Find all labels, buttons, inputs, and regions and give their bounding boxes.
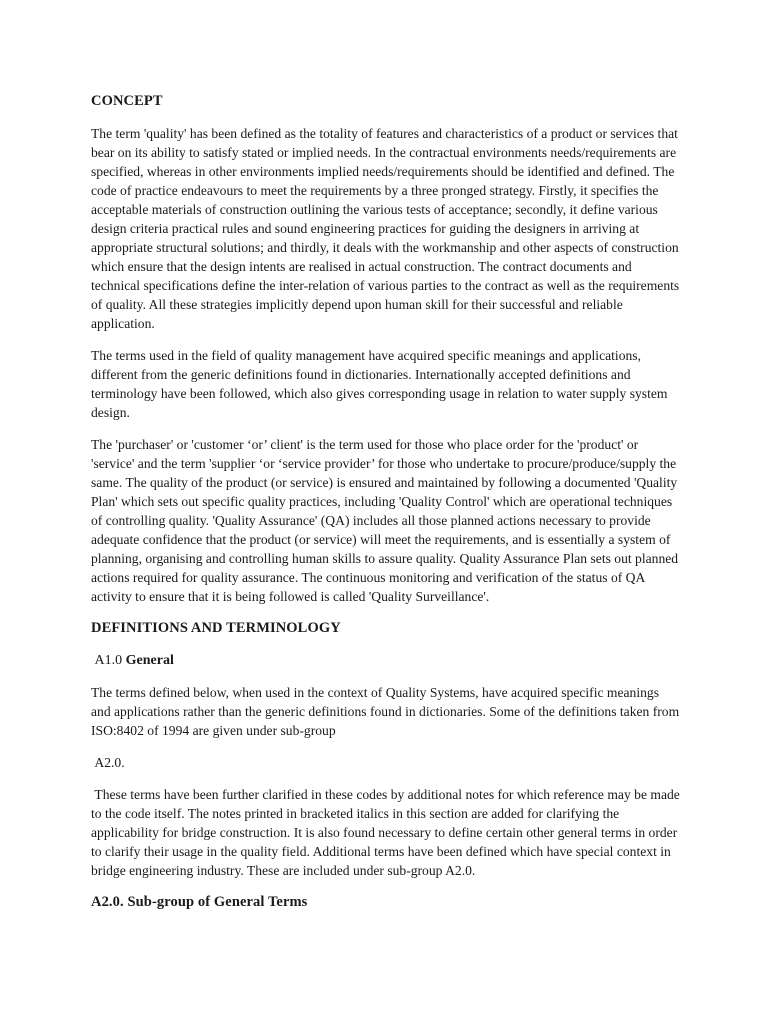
subgroup-reference	[91, 753, 681, 772]
concept-paragraph-2: The terms used in the field of quality management have acquired specific meanings and applications, different from the generic definitions found in dictionaries. Internationally accepted definitions and terminology have been followed, which also gives corresponding usage in relation to water supply system design.	[91, 348, 668, 420]
definitions-heading: DEFINITIONS AND TERMINOLOGY	[91, 620, 341, 636]
subgroup-reference-text: A2.0.	[94, 755, 125, 770]
definitions-paragraph-2	[91, 785, 681, 880]
definitions-paragraph-1: The terms defined below, when used in the context of Quality Systems, have acquired specific meanings and applications rather than the generic definitions found in dictionaries. Some of the definitions taken from ISO:8402 of 1994 are given under sub-group	[91, 685, 680, 738]
concept-paragraph-3: The 'purchaser' or 'customer ‘or’ client' is the term used for those who place order for the 'product' or 'service' and the term 'supplier ‘or ‘service provider’ for those who undertake to procure/produce/supply the same. The quality of the product (or service) is ensured and maintained by following a documented 'Quality Plan' which sets out specific quality practices, including 'Quality Control' which are operational techniques of controlling quality. 'Quality Assurance' (QA) includes all those planned actions necessary to provide adequate confidence that the product (or service) will meet the requirements, and is essentially a system of planning, organising and controlling human skills to assure quality. Quality Assurance Plan sets out planned actions required for quality assurance. The continuous monitoring and verification of the status of QA activity to ensure that it is being followed is called 'Quality Surveillance'.	[91, 437, 679, 604]
concept-heading: CONCEPT	[91, 93, 163, 109]
general-number: A1.0	[94, 653, 123, 668]
definitions-paragraph-2-text: These terms have been further clarified in these codes by additional notes for which reference may be made to the code itself. The notes printed in bracketed italics in this section are added for clarifying the applicability for bridge construction. It is also found necessary to define certain other general terms in order to clarify their usage in the quality field. Additional terms have been defined which have special context in bridge engineering industry. These are included under sub-group A2.0.	[91, 787, 680, 878]
general-title: General	[125, 653, 174, 668]
concept-paragraph-1: The term 'quality' has been defined as the totality of features and characteristics of a product or services that bear on its ability to satisfy stated or implied needs. In the contractual environments needs/requirements are specified, whereas in other environments implied needs/requirements should be identified and defined. The code of practice endeavours to meet the requirements by a three pronged strategy. Firstly, it specifies the acceptable materials of construction outlining the various tests of acceptance; secondly, it define various design criteria practical rules and sound engineering practices for guiding the designers in arriving at appropriate structural solutions; and thirdly, it deals with the workmanship and other aspects of construction which ensure that the design intents are realised in actual construction. The contract documents and technical specifications define the inter-relation of various parties to the contract as well as the requirements of quality. All these strategies implicitly depend upon human skill for their successful and reliable application.	[91, 126, 680, 331]
general-subheading	[91, 651, 681, 670]
document-page	[91, 92, 681, 925]
subgroup-heading: A2.0. Sub-group of General Terms	[91, 894, 308, 910]
